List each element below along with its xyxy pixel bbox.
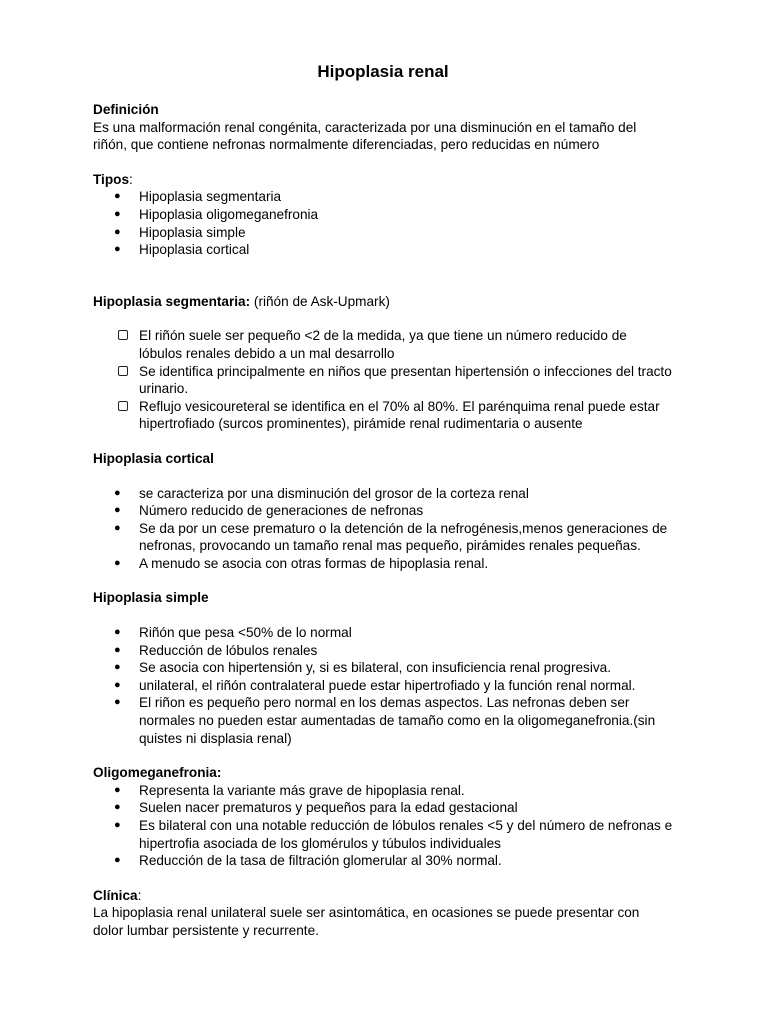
checklist-item-text: Reflujo vesicoureteral se identifica en el 70% al 80%. El parénquima renal puede estar hipertrofiado (surcos prominentes), pirámide renal rudimentaria o ausente [139,398,660,432]
tipos-list [93,188,673,258]
list-item: ● Es bilateral con una notable reducción de lóbulos renales <5 y del número de nefronas e hipertrofia asociada de los glomérulos y túbulos individuales [93,817,673,852]
list-item: ● El riñon es pequeño pero normal en los demas aspectos. Las nefronas deben ser normales no pueden estar aumentadas de tamaño como en la oligomeganefronia.(sin quistes ni displasia renal) [93,694,673,747]
checklist-item [93,327,673,362]
list-item: ● se caracteriza por una disminución del grosor de la corteza renal [93,485,673,503]
list-item: ● Representa la variante más grave de hipoplasia renal. [93,782,673,800]
segmentaria-heading: Hipoplasia segmentaria: [93,293,251,309]
list-item: ● unilateral, el riñón contralateral puede estar hipertrofiado y la función renal normal. [93,677,673,695]
document-page [93,60,673,940]
definicion-text: Es una malformación renal congénita, caracterizada por una disminución en el tamaño del riñón, que contiene nefronas normalmente diferenciadas, pero reducidas en número [93,119,637,153]
list-item: ● Hipoplasia segmentaria [93,188,673,206]
list-item: ● Hipoplasia cortical [93,241,673,259]
list-item: ● Hipoplasia oligomeganefronia [93,206,673,224]
list-item: ● Hipoplasia simple [93,224,673,242]
simple-heading: Hipoplasia simple [93,590,209,606]
definicion-heading: Definición [93,102,159,117]
cortical-list [93,485,673,573]
tipos-heading: Tipos [93,171,130,187]
clinica-heading: Clínica [93,887,138,903]
cortical-heading: Hipoplasia cortical [93,450,214,466]
simple-list [93,624,673,747]
clinica-text: La hipoplasia renal unilateral suele ser asintomática, en ocasiones se puede presentar con dolor lumbar persistente y recurrente. [93,905,640,938]
list-item: ● Riñón que pesa <50% de lo normal [93,624,673,642]
checkbox-icon[interactable] [118,330,128,340]
segmentaria-heading-line [93,293,673,311]
tipos-heading-line [93,171,673,189]
checklist-item-text: Se identifica principalmente en niños que presentan hipertensión o infecciones del tracto urinario. [139,363,672,397]
clinica-heading-line [93,887,673,905]
list-item: ● Reducción de lóbulos renales [93,642,673,660]
list-item: ● Se da por un cese prematuro o la detención de la nefrogénesis,menos generaciones de nefronas, provocando un tamaño renal mas pequeño, pirámides renales pequeñas. [93,520,673,555]
oligomeganefronia-list [93,782,673,870]
checkbox-icon[interactable] [118,366,128,376]
list-item: ● Se asocia con hipertensión y, si es bilateral, con insuficiencia renal progresiva. [93,659,673,677]
list-item: ● Suelen nacer prematuros y pequeños para la edad gestacional [93,799,673,817]
checkbox-icon[interactable] [118,401,128,411]
segmentaria-note: (riñón de Ask-Upmark) [250,293,390,309]
checklist-item [93,363,673,398]
segmentaria-checklist [93,327,673,433]
checklist-item [93,398,673,433]
clinica-colon: : [137,887,142,903]
page-title: Hipoplasia renal [317,62,449,81]
list-item: ● Número reducido de generaciones de nefronas [93,502,673,520]
oligomeganefronia-heading: Oligomeganefronia: [93,765,222,781]
list-item: ● A menudo se asocia con otras formas de hipoplasia renal. [93,555,673,573]
checklist-item-text: El riñón suele ser pequeño <2 de la medida, ya que tiene un número reducido de lóbulos renales debido a un mal desarrollo [139,328,627,361]
list-item: ● Reducción de la tasa de filtración glomerular al 30% normal. [93,852,673,870]
tipos-colon: : [129,171,133,187]
